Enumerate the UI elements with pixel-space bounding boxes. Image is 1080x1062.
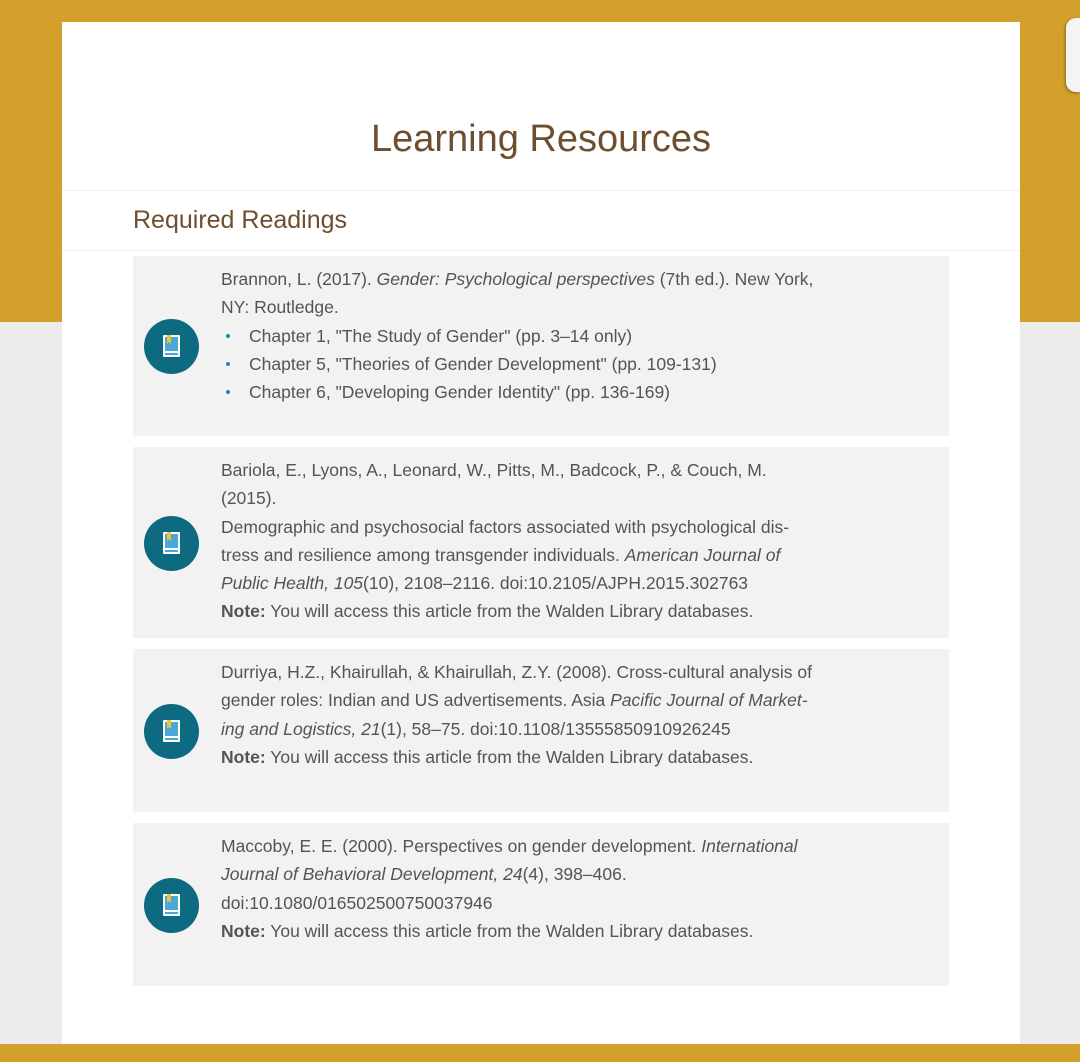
citation-journal: ing and Logistics, 21: [221, 718, 381, 739]
divider: [62, 190, 1020, 191]
citation-line: Bariola, E., Lyons, A., Leonard, W., Pitts, M., Badcock, P., & Couch, M. (2015).: [221, 460, 767, 509]
citation-doi: doi:10.1080/016502500750037946: [221, 892, 493, 913]
list-item: Chapter 5, "Theories of Gender Development" (pp. 109-131): [221, 350, 821, 378]
section-heading: Required Readings: [133, 206, 348, 234]
note-label: Note:: [221, 920, 266, 941]
reading-item: [133, 649, 949, 812]
reading-item: [133, 447, 949, 638]
citation-text: Maccoby, E. E. (2000). Perspectives on gender development.: [221, 836, 702, 856]
content-card: [62, 22, 1020, 1044]
citation-title: Gender: Psychological perspectives: [376, 269, 655, 289]
citation-text: gender roles: Indian and US advertisements. Asia: [221, 690, 611, 711]
citation-line: Demographic and psychosocial factors associated with psychological dis-: [221, 516, 790, 537]
citation-doi: (1), 58–75. doi:10.1108/13555850910926245: [380, 718, 731, 739]
note-text: You will access this article from the Walden Library databases.: [265, 601, 754, 622]
book-icon: [144, 319, 199, 374]
book-icon: [144, 704, 199, 759]
citation-journal: International: [701, 836, 798, 856]
book-icon: [144, 516, 199, 571]
citation-doi: (10), 2108–2116. doi:10.2105/AJPH.2015.302763: [363, 573, 749, 594]
citation-line: Durriya, H.Z., Khairullah, & Khairullah, Z.Y. (2008). Cross-cultural analysis of: [221, 662, 813, 682]
citation-journal: Public Health, 105: [221, 573, 364, 594]
citation-journal: Journal of Behavioral Development, 24: [221, 864, 523, 885]
citation: [221, 456, 821, 626]
reading-item: [133, 823, 949, 986]
note-text: You will access this article from the Walden Library databases.: [265, 920, 754, 941]
citation-pages: (4), 398–406.: [522, 864, 627, 885]
chapter-list: [221, 322, 821, 407]
citation-journal: American Journal of: [624, 544, 781, 565]
page-title: Learning Resources: [370, 118, 712, 160]
citation-text: tress and resilience among transgender individuals.: [221, 544, 625, 565]
reading-item: [133, 256, 949, 436]
list-item: Chapter 1, "The Study of Gender" (pp. 3–14 only): [221, 322, 821, 350]
side-panel-handle[interactable]: [1066, 18, 1080, 92]
citation-publisher: (7th ed.). New York, NY: Routledge.: [221, 269, 814, 318]
citation: [221, 265, 821, 406]
citation: [221, 832, 821, 945]
note-label: Note:: [221, 601, 266, 622]
footer-band: [0, 1044, 1080, 1062]
citation-journal: Pacific Journal of Market-: [610, 690, 808, 711]
citation-authors: Brannon, L. (2017).: [221, 269, 377, 289]
list-item: Chapter 6, "Developing Gender Identity" (pp. 136-169): [221, 378, 821, 406]
note-label: Note:: [221, 746, 266, 767]
book-icon: [144, 878, 199, 933]
divider: [62, 250, 1020, 251]
citation: [221, 658, 821, 771]
note-text: You will access this article from the Walden Library databases.: [265, 746, 754, 767]
